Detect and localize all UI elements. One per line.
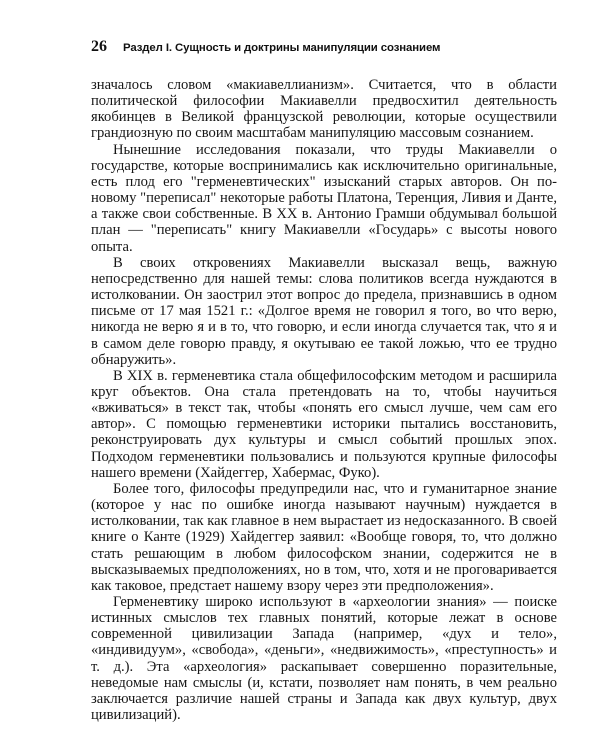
paragraph-5: Более того, философы предупредили нас, что и гуманитарное знание (которое у нас по ошибке иногда называют научным) нуждается в истолковании, так как главное в нем вырастает из недосказанного. В своей книге о Канте (1929) Хайдеггер заявил: «Вообще говоря, то, что должно стать решающим в любом философском знании, содержится не в высказываемых предположениях, но в том, что, хотя и не проговаривается как таковое, предстает нашему взору через эти предположения».: [91, 480, 557, 594]
paragraph-3: В своих откровениях Макиавелли высказал вещь, важную непосредственно для нашей темы: слова политиков всегда нуждаются в истолковании. Он заострил этот вопрос до предела, признавшись в одном письме от 17 мая 1521 г.: «Долгое время не говорил я того, во что верю, никогда не верю я и в то, что говорю, и если иногда случается так, что я и в самом деле говорю правду, я окутываю ее такой ложью, что ее трудно обнаружить».: [91, 254, 557, 368]
body-text: [91, 77, 557, 723]
running-head: [91, 38, 561, 56]
section-title: Раздел I. Сущность и доктрины манипуляции сознанием: [123, 42, 441, 54]
paragraph-4: В XIX в. герменевтика стала общефилософским методом и расширила круг объектов. Она стала претендовать на то, чтобы научиться «вживаться» в текст так, чтобы «понять его смысл лучше, чем сам его автор». С помощью герменевтики историки пытались восстановить, реконструировать дух культуры и смысл событий прошлых эпох. Подходом герменевтики пользовались и пользуются крупные философы нашего времени (Хайдеггер, Хабермас, Фуко).: [91, 367, 557, 481]
paragraph-6: Герменевтику широко используют в «археологии знания» — поиске истинных смыслов тех главных понятий, которые лежат в основе современной цивилизации Запада (например, «дух и тело», «индивидуум», «свобода», «деньги», «недвижимость», «преступность» и т. д.). Эта «археология» раскапывает совершенно поразительные, неведомые нам смыслы (и, кстати, позволяет нам понять, в чем реально заключается различие нашей страны и Запада как двух культур, двух цивилизаций).: [91, 594, 557, 724]
page-number: 26: [91, 38, 107, 55]
paragraph-1: значалось словом «макиавеллианизм». Считается, что в области политической философии Макиавелли предвосхитил деятельность якобинцев в Великой французской революции, которые осуществили грандиозную по своим масштабам манипуляцию массовым сознанием.: [91, 77, 557, 142]
paragraph-2: Нынешние исследования показали, что труды Макиавелли о государстве, которые воспринимались как исключительно оригинальные, есть плод его "герменевтических" изысканий старых авторов. Он по-новому "переписал" некоторые работы Платона, Теренция, Ливия и Данте, а также свои собственные. В XX в. Антонио Грамши обдумывал большой план — "переписать" книгу Макиавелли «Государь» с высоты нового опыта.: [91, 141, 557, 255]
